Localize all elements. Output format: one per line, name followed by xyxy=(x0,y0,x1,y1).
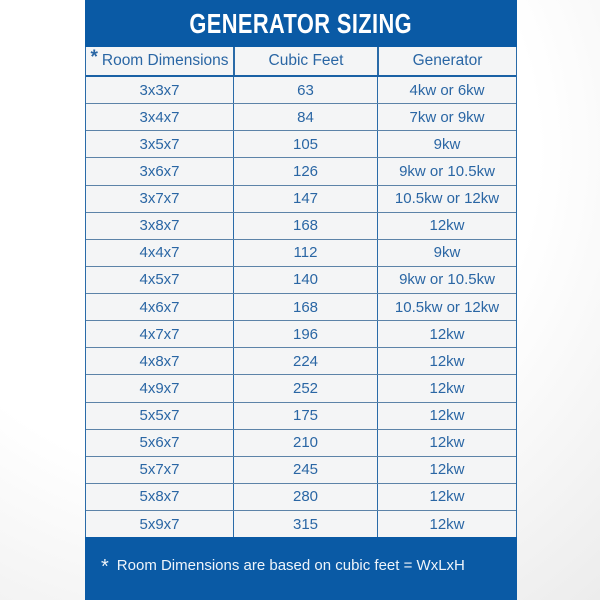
cell-room-dimensions: 3x8x7 xyxy=(139,217,180,235)
cell-room-dimensions: 3x7x7 xyxy=(139,190,180,208)
cell-cubic-feet: 112 xyxy=(233,240,377,266)
asterisk-marker: * xyxy=(90,47,98,68)
cell-room-dimensions: 5x7x7 xyxy=(139,461,180,479)
cell-generator: 7kw or 9kw xyxy=(377,104,516,130)
table-row xyxy=(86,321,516,348)
table-row xyxy=(86,77,516,104)
table-row xyxy=(86,186,516,213)
cell-generator: 4kw or 6kw xyxy=(377,77,516,103)
generator-sizing-panel xyxy=(85,0,517,600)
header-room-dimensions xyxy=(86,47,233,75)
cell-room-dimensions: 4x5x7 xyxy=(139,271,180,289)
table-body xyxy=(86,77,516,537)
cell-cubic-feet: 252 xyxy=(233,375,377,401)
cell-cubic-feet: 140 xyxy=(233,267,377,293)
table-row xyxy=(86,267,516,294)
cell-cubic-feet: 196 xyxy=(233,321,377,347)
cell-cubic-feet: 105 xyxy=(233,131,377,157)
cell-generator: 12kw xyxy=(377,375,516,401)
cell-generator: 9kw or 10.5kw xyxy=(377,267,516,293)
cell-generator: 9kw or 10.5kw xyxy=(377,158,516,184)
cell-room-dimensions: 3x6x7 xyxy=(139,162,180,180)
page-title: GENERATOR SIZING xyxy=(189,7,413,39)
cell-cubic-feet: 168 xyxy=(233,213,377,239)
cell-room-dimensions: 3x4x7 xyxy=(139,108,180,126)
cell-generator: 12kw xyxy=(377,403,516,429)
cell-cubic-feet: 224 xyxy=(233,348,377,374)
cell-generator: 12kw xyxy=(377,457,516,483)
cell-generator: 10.5kw or 12kw xyxy=(377,294,516,320)
cell-cubic-feet: 147 xyxy=(233,186,377,212)
table-row xyxy=(86,348,516,375)
table-row xyxy=(86,430,516,457)
table-row xyxy=(86,131,516,158)
cell-room-dimensions: 4x7x7 xyxy=(139,325,180,343)
table-row xyxy=(86,294,516,321)
cell-generator: 12kw xyxy=(377,430,516,456)
cell-cubic-feet: 63 xyxy=(233,77,377,103)
table-row xyxy=(86,375,516,402)
header-cubic-feet: Cubic Feet xyxy=(233,47,377,75)
cell-room-dimensions: 5x8x7 xyxy=(139,488,180,506)
cell-generator: 12kw xyxy=(377,348,516,374)
cell-cubic-feet: 126 xyxy=(233,158,377,184)
table-header-row xyxy=(86,47,516,77)
table-row xyxy=(86,213,516,240)
table-row xyxy=(86,511,516,537)
cell-generator: 12kw xyxy=(377,213,516,239)
cell-generator: 12kw xyxy=(377,484,516,510)
table-row xyxy=(86,240,516,267)
header-generator: Generator xyxy=(377,47,516,75)
cell-room-dimensions: 5x9x7 xyxy=(139,515,180,533)
cell-room-dimensions: 4x6x7 xyxy=(139,298,180,316)
table-row xyxy=(86,457,516,484)
cell-cubic-feet: 175 xyxy=(233,403,377,429)
cell-generator: 9kw xyxy=(377,131,516,157)
table-row xyxy=(86,158,516,185)
cell-cubic-feet: 245 xyxy=(233,457,377,483)
cell-cubic-feet: 168 xyxy=(233,294,377,320)
cell-room-dimensions: 4x8x7 xyxy=(139,352,180,370)
cell-generator: 12kw xyxy=(377,321,516,347)
asterisk-marker: * xyxy=(101,556,109,578)
table-row xyxy=(86,484,516,511)
cell-room-dimensions: 5x6x7 xyxy=(139,434,180,452)
header-room-dimensions-label: Room Dimensions xyxy=(101,52,229,69)
cell-cubic-feet: 84 xyxy=(233,104,377,130)
cell-room-dimensions: 5x5x7 xyxy=(139,407,180,425)
cell-generator: 12kw xyxy=(377,511,516,537)
cell-room-dimensions: 3x3x7 xyxy=(139,81,180,99)
table-row xyxy=(86,104,516,131)
cell-generator: 9kw xyxy=(377,240,516,266)
cell-room-dimensions: 4x4x7 xyxy=(139,244,180,262)
title-band xyxy=(85,0,517,47)
sizing-table xyxy=(85,47,517,537)
cell-room-dimensions: 4x9x7 xyxy=(139,379,180,397)
cell-room-dimensions: 3x5x7 xyxy=(139,135,180,153)
cell-cubic-feet: 210 xyxy=(233,430,377,456)
cell-cubic-feet: 280 xyxy=(233,484,377,510)
footnote-text: Room Dimensions are based on cubic feet = WxLxH xyxy=(116,557,465,574)
cell-generator: 10.5kw or 12kw xyxy=(377,186,516,212)
table-row xyxy=(86,403,516,430)
cell-cubic-feet: 315 xyxy=(233,511,377,537)
footnote xyxy=(85,537,517,600)
